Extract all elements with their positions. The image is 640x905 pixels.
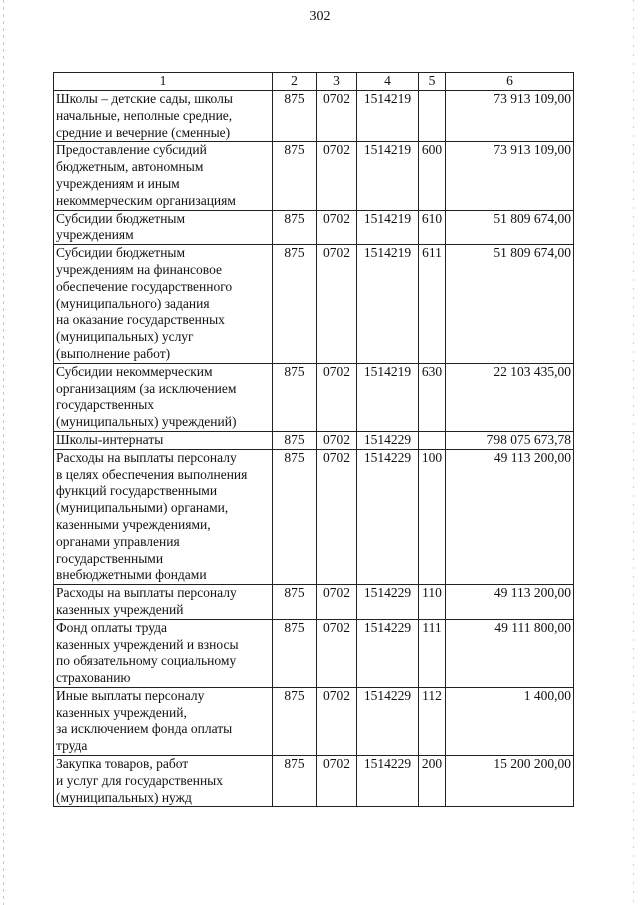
table-row bbox=[54, 756, 574, 807]
budget-table bbox=[53, 72, 574, 807]
item-name-line: бюджетным, автономным bbox=[56, 159, 204, 175]
item-name-line: некоммерческим организациям bbox=[56, 192, 236, 208]
item-name-cell bbox=[54, 91, 273, 142]
item-name-line: внебюджетными фондами bbox=[56, 567, 207, 583]
item-name-line: (муниципальными) органами, bbox=[56, 500, 229, 516]
target-article-cell: 1514229 bbox=[357, 687, 419, 755]
ministry-code-cell: 875 bbox=[273, 619, 317, 687]
item-name-cell bbox=[54, 210, 273, 245]
item-name-line: казенными учреждениями, bbox=[56, 516, 211, 532]
table-body bbox=[54, 91, 574, 807]
section-code-cell: 0702 bbox=[317, 449, 357, 584]
ministry-code-cell: 875 bbox=[273, 687, 317, 755]
item-name-cell bbox=[54, 687, 273, 755]
item-name-line: казенных учреждений и взносы bbox=[56, 636, 239, 652]
item-name-line: обеспечение государственного bbox=[56, 278, 233, 294]
amount-cell: 73 913 109,00 bbox=[446, 91, 574, 142]
expense-type-cell: 112 bbox=[419, 687, 446, 755]
amount-cell: 22 103 435,00 bbox=[446, 363, 574, 431]
amount-cell: 1 400,00 bbox=[446, 687, 574, 755]
amount-cell: 51 809 674,00 bbox=[446, 210, 574, 245]
item-name-line: (муниципальных) услуг bbox=[56, 329, 194, 345]
section-code-cell: 0702 bbox=[317, 687, 357, 755]
item-name-line: Расходы на выплаты персоналу bbox=[56, 585, 237, 601]
header-cell-6: 6 bbox=[446, 73, 574, 91]
target-article-cell: 1514229 bbox=[357, 756, 419, 807]
item-name-line: по обязательному социальному bbox=[56, 653, 237, 669]
item-name-line: Закупка товаров, работ bbox=[56, 756, 189, 772]
page-number: 302 bbox=[309, 9, 331, 24]
item-name-line: организациям (за исключением bbox=[56, 380, 237, 396]
item-name-cell bbox=[54, 142, 273, 210]
item-name-line: за исключением фонда оплаты bbox=[56, 721, 233, 737]
section-code-cell: 0702 bbox=[317, 619, 357, 687]
table-row bbox=[54, 142, 574, 210]
item-name-line: учреждениям bbox=[56, 227, 134, 243]
item-name-cell bbox=[54, 619, 273, 687]
item-name-cell bbox=[54, 756, 273, 807]
item-name-line: государственных bbox=[56, 397, 155, 413]
item-name-line: казенных учреждений, bbox=[56, 704, 187, 720]
target-article-cell: 1514219 bbox=[357, 142, 419, 210]
table-row bbox=[54, 210, 574, 245]
amount-cell: 49 111 800,00 bbox=[446, 619, 574, 687]
target-article-cell: 1514219 bbox=[357, 91, 419, 142]
header-cell-2: 2 bbox=[273, 73, 317, 91]
expense-type-cell: 110 bbox=[419, 585, 446, 620]
scan-edge-right bbox=[633, 0, 634, 905]
section-code-cell: 0702 bbox=[317, 142, 357, 210]
item-name-line: средние и вечерние (сменные) bbox=[56, 124, 231, 140]
expense-type-cell bbox=[419, 431, 446, 449]
ministry-code-cell: 875 bbox=[273, 210, 317, 245]
item-name-line: Школы – детские сады, школы bbox=[56, 91, 233, 106]
amount-cell: 49 113 200,00 bbox=[446, 449, 574, 584]
expense-type-cell: 611 bbox=[419, 245, 446, 364]
expense-type-cell bbox=[419, 91, 446, 142]
section-code-cell: 0702 bbox=[317, 431, 357, 449]
header-cell-1: 1 bbox=[54, 73, 273, 91]
expense-type-cell: 200 bbox=[419, 756, 446, 807]
target-article-cell: 1514229 bbox=[357, 585, 419, 620]
item-name-line: казенных учреждений bbox=[56, 601, 184, 617]
ministry-code-cell: 875 bbox=[273, 363, 317, 431]
table-row bbox=[54, 585, 574, 620]
item-name-line: государственными bbox=[56, 550, 164, 566]
target-article-cell: 1514229 bbox=[357, 619, 419, 687]
table-row bbox=[54, 449, 574, 584]
item-name-line: (муниципального) задания bbox=[56, 295, 210, 311]
table-row bbox=[54, 363, 574, 431]
expense-type-cell: 630 bbox=[419, 363, 446, 431]
ministry-code-cell: 875 bbox=[273, 431, 317, 449]
expense-type-cell: 111 bbox=[419, 619, 446, 687]
section-code-cell: 0702 bbox=[317, 210, 357, 245]
target-article-cell: 1514219 bbox=[357, 363, 419, 431]
item-name-line: Предоставление субсидий bbox=[56, 142, 207, 158]
item-name-line: в целях обеспечения выполнения bbox=[56, 466, 248, 482]
header-cell-5: 5 bbox=[419, 73, 446, 91]
table-row bbox=[54, 91, 574, 142]
section-code-cell: 0702 bbox=[317, 363, 357, 431]
expense-type-cell: 610 bbox=[419, 210, 446, 245]
ministry-code-cell: 875 bbox=[273, 142, 317, 210]
item-name-line: Субсидии бюджетным bbox=[56, 245, 186, 261]
table-row bbox=[54, 431, 574, 449]
item-name-line: учреждениям на финансовое bbox=[56, 261, 222, 277]
item-name-line: страхованию bbox=[56, 670, 131, 686]
amount-cell: 49 113 200,00 bbox=[446, 585, 574, 620]
expense-type-cell: 600 bbox=[419, 142, 446, 210]
item-name-line: Расходы на выплаты персоналу bbox=[56, 449, 237, 465]
item-name-line: (муниципальных) нужд bbox=[56, 789, 192, 805]
amount-cell: 15 200 200,00 bbox=[446, 756, 574, 807]
section-code-cell: 0702 bbox=[317, 756, 357, 807]
ministry-code-cell: 875 bbox=[273, 245, 317, 364]
item-name-line: (выполнение работ) bbox=[56, 345, 171, 361]
item-name-cell bbox=[54, 449, 273, 584]
section-code-cell: 0702 bbox=[317, 245, 357, 364]
item-name-line: на оказание государственных bbox=[56, 312, 225, 328]
table-row bbox=[54, 245, 574, 364]
item-name-line: функций государственными bbox=[56, 483, 218, 499]
item-name-cell bbox=[54, 585, 273, 620]
item-name-line: Фонд оплаты труда bbox=[56, 619, 167, 635]
expense-type-cell: 100 bbox=[419, 449, 446, 584]
ministry-code-cell: 875 bbox=[273, 585, 317, 620]
item-name-line: органами управления bbox=[56, 533, 180, 549]
header-cell-3: 3 bbox=[317, 73, 357, 91]
target-article-cell: 1514219 bbox=[357, 210, 419, 245]
ministry-code-cell: 875 bbox=[273, 756, 317, 807]
item-name-line: и услуг для государственных bbox=[56, 772, 223, 788]
header-cell-4: 4 bbox=[357, 73, 419, 91]
table-row bbox=[54, 619, 574, 687]
item-name-cell bbox=[54, 431, 273, 449]
item-name-line: труда bbox=[56, 738, 88, 754]
table-header bbox=[54, 73, 574, 91]
header-row bbox=[54, 73, 574, 91]
scan-edge-left bbox=[3, 0, 4, 905]
item-name-line: Субсидии бюджетным bbox=[56, 210, 186, 226]
item-name-line: Субсидии некоммерческим bbox=[56, 363, 213, 379]
item-name-cell bbox=[54, 245, 273, 364]
item-name-line: Школы-интернаты bbox=[56, 431, 164, 447]
amount-cell: 798 075 673,78 bbox=[446, 431, 574, 449]
item-name-line: учреждениям и иным bbox=[56, 175, 180, 191]
item-name-line: (муниципальных) учреждений) bbox=[56, 414, 237, 430]
amount-cell: 73 913 109,00 bbox=[446, 142, 574, 210]
amount-cell: 51 809 674,00 bbox=[446, 245, 574, 364]
section-code-cell: 0702 bbox=[317, 585, 357, 620]
target-article-cell: 1514229 bbox=[357, 431, 419, 449]
target-article-cell: 1514219 bbox=[357, 245, 419, 364]
item-name-line: Иные выплаты персоналу bbox=[56, 687, 205, 703]
ministry-code-cell: 875 bbox=[273, 449, 317, 584]
table-row bbox=[54, 687, 574, 755]
item-name-cell bbox=[54, 363, 273, 431]
target-article-cell: 1514229 bbox=[357, 449, 419, 584]
section-code-cell: 0702 bbox=[317, 91, 357, 142]
item-name-line: начальные, неполные средние, bbox=[56, 107, 233, 123]
ministry-code-cell: 875 bbox=[273, 91, 317, 142]
